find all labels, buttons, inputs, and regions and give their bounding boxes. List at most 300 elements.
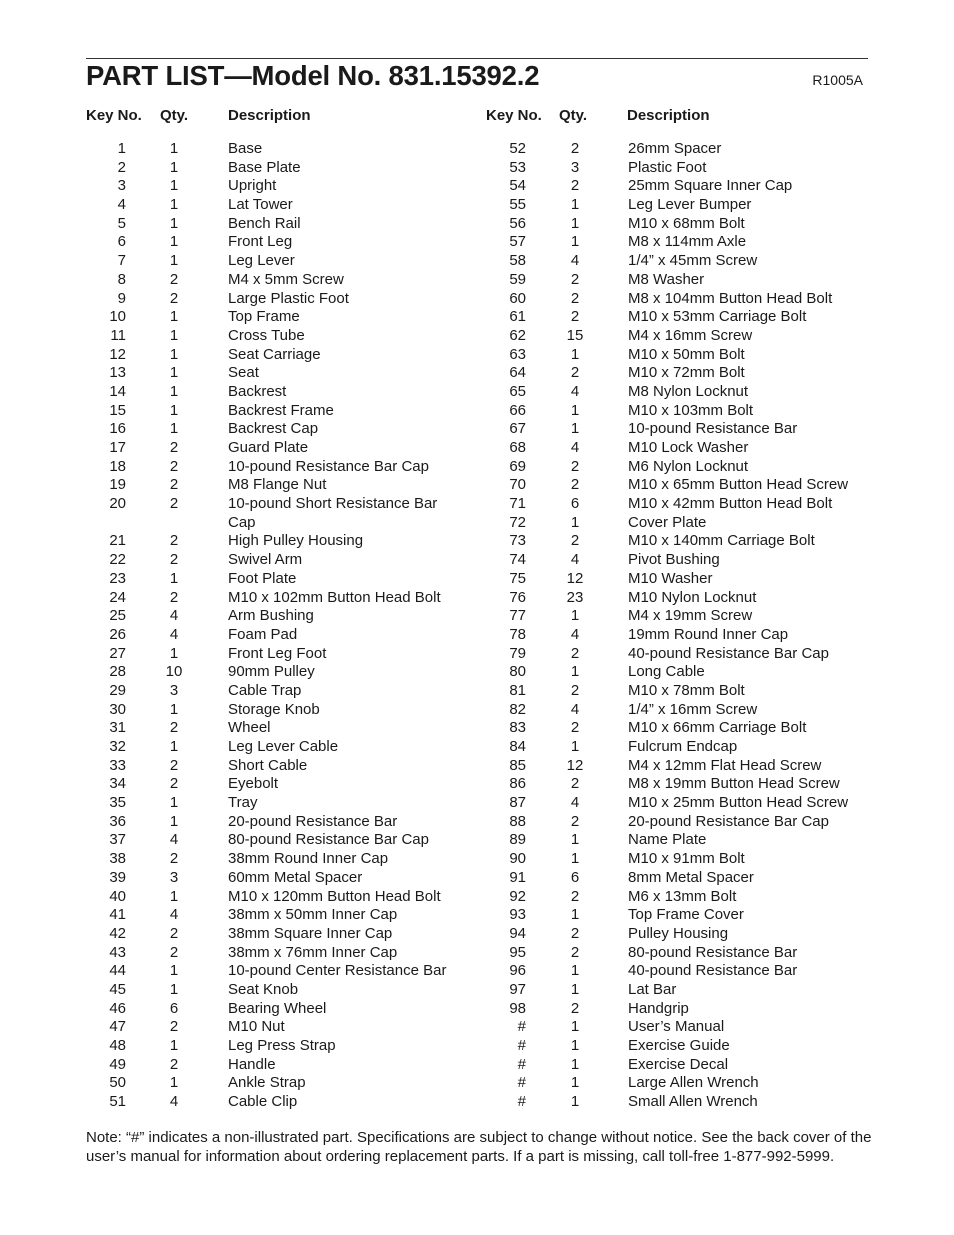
part-qty: 2 bbox=[169, 270, 179, 288]
table-row bbox=[486, 290, 866, 309]
part-key-no: 17 bbox=[109, 439, 126, 456]
table-row bbox=[486, 607, 866, 626]
table-row bbox=[486, 850, 866, 869]
part-description: 1/4” x 16mm Screw bbox=[628, 700, 758, 718]
table-row bbox=[486, 346, 866, 365]
table-row bbox=[486, 458, 866, 477]
part-description: Exercise Decal bbox=[628, 1055, 729, 1073]
table-row bbox=[86, 159, 466, 178]
table-row bbox=[486, 962, 866, 981]
part-key-no: 36 bbox=[109, 812, 126, 830]
part-key-no: 74 bbox=[509, 551, 526, 569]
table-row bbox=[486, 476, 866, 495]
part-description: Upright bbox=[228, 177, 277, 195]
part-key-no: 77 bbox=[509, 607, 526, 625]
part-qty: 4 bbox=[570, 439, 580, 456]
table-row bbox=[486, 570, 866, 589]
part-description: 19mm Round Inner Cap bbox=[628, 625, 789, 643]
part-description: Cover Plate bbox=[628, 513, 707, 531]
table-row bbox=[486, 944, 866, 963]
part-key-no: 50 bbox=[109, 1074, 126, 1092]
part-key-no: 24 bbox=[109, 588, 126, 606]
part-key-no: 64 bbox=[509, 364, 526, 382]
part-description: 8mm Metal Spacer bbox=[628, 868, 754, 886]
table-row bbox=[486, 645, 866, 664]
part-key-no: 3 bbox=[117, 177, 126, 195]
part-qty: 1 bbox=[570, 513, 580, 531]
part-qty: 15 bbox=[566, 326, 584, 344]
part-description: Long Cable bbox=[628, 663, 705, 681]
part-description: Arm Bushing bbox=[228, 607, 314, 625]
table-row bbox=[86, 1018, 466, 1037]
part-qty: 2 bbox=[570, 532, 580, 550]
part-qty: 2 bbox=[169, 775, 179, 793]
part-description: M6 Nylon Locknut bbox=[628, 457, 749, 475]
part-key-no: 89 bbox=[509, 831, 526, 849]
table-row bbox=[86, 775, 466, 794]
part-key-no: 43 bbox=[109, 943, 126, 961]
part-key-no: 9 bbox=[117, 289, 126, 307]
part-description: 10-pound Resistance Bar Cap bbox=[228, 457, 429, 475]
part-qty: 2 bbox=[169, 532, 179, 550]
part-description: 90mm Pulley bbox=[228, 663, 315, 681]
part-key-no: 72 bbox=[509, 513, 526, 531]
part-key-no: 27 bbox=[109, 644, 126, 662]
table-row bbox=[486, 327, 866, 346]
part-qty: 1 bbox=[169, 1037, 179, 1055]
part-qty: 2 bbox=[169, 924, 179, 942]
part-qty: 1 bbox=[570, 196, 580, 214]
part-qty: 1 bbox=[169, 980, 179, 998]
part-qty: 1 bbox=[169, 140, 179, 157]
table-row bbox=[486, 682, 866, 701]
header-qty: Qty. bbox=[559, 107, 588, 124]
header-key-no: Key No. bbox=[86, 107, 142, 124]
footnote: Note: “#” indicates a non-illustrated part. Specifications are subject to change without notice. See the back cover of the user’s manual for information about ordering replacement parts. If a part is missing, call toll-free 1-877-992-5999. bbox=[86, 1129, 872, 1165]
part-key-no: 60 bbox=[509, 289, 526, 307]
table-row bbox=[486, 196, 866, 215]
part-key-no: 73 bbox=[509, 532, 526, 550]
part-qty: 2 bbox=[169, 1055, 179, 1073]
part-qty: 1 bbox=[169, 401, 179, 419]
part-qty: 2 bbox=[570, 719, 580, 737]
part-qty: 4 bbox=[169, 906, 179, 924]
part-description: Handle bbox=[228, 1055, 276, 1073]
table-row bbox=[86, 346, 466, 365]
part-description: High Pulley Housing bbox=[228, 532, 364, 550]
part-qty: 3 bbox=[169, 681, 179, 699]
table-row bbox=[486, 1018, 866, 1037]
part-key-no: 4 bbox=[117, 196, 126, 214]
part-key-no: 35 bbox=[109, 794, 126, 812]
part-description: 20-pound Resistance Bar bbox=[228, 812, 398, 830]
part-key-no: 66 bbox=[509, 401, 526, 419]
table-row bbox=[86, 645, 466, 664]
part-qty: 1 bbox=[169, 738, 179, 756]
part-key-no: # bbox=[517, 1093, 526, 1111]
table-row bbox=[486, 1056, 866, 1075]
part-key-no: 20 bbox=[109, 495, 126, 513]
part-qty: 4 bbox=[169, 831, 179, 849]
part-description: M10 x 65mm Button Head Screw bbox=[628, 476, 849, 494]
part-key-no: 76 bbox=[509, 588, 526, 606]
table-row bbox=[486, 364, 866, 383]
header-description: Description bbox=[228, 107, 311, 124]
part-qty: 12 bbox=[566, 569, 584, 587]
part-key-no: 90 bbox=[509, 850, 526, 868]
part-qty: 10 bbox=[165, 663, 183, 681]
table-row bbox=[86, 813, 466, 832]
part-key-no: 31 bbox=[109, 719, 126, 737]
part-description: 38mm x 76mm Inner Cap bbox=[228, 943, 398, 961]
table-row bbox=[486, 159, 866, 178]
part-description: Exercise Guide bbox=[628, 1037, 730, 1054]
part-key-no: 78 bbox=[509, 625, 526, 643]
part-key-no: 94 bbox=[509, 924, 526, 942]
table-row bbox=[486, 1000, 866, 1019]
part-qty: 4 bbox=[570, 382, 580, 400]
table-row bbox=[486, 495, 866, 514]
part-key-no: 42 bbox=[109, 924, 126, 942]
table-row bbox=[486, 888, 866, 907]
table-row bbox=[486, 589, 866, 608]
part-key-no: 6 bbox=[117, 233, 126, 251]
part-qty: 2 bbox=[169, 756, 179, 774]
part-key-no: 25 bbox=[109, 607, 126, 625]
part-key-no: # bbox=[517, 1018, 526, 1036]
part-description: Seat Knob bbox=[228, 980, 299, 998]
part-description: M10 x 68mm Bolt bbox=[628, 214, 745, 232]
table-row bbox=[86, 888, 466, 907]
part-description: Pulley Housing bbox=[628, 924, 729, 942]
part-key-no: 62 bbox=[509, 326, 526, 344]
part-description: M4 x 16mm Screw bbox=[628, 326, 753, 344]
table-row bbox=[486, 514, 866, 533]
part-key-no: 71 bbox=[509, 495, 526, 513]
part-qty: 1 bbox=[570, 1074, 580, 1092]
table-row bbox=[86, 495, 466, 532]
part-key-no: 84 bbox=[509, 738, 526, 755]
table-row bbox=[486, 308, 866, 327]
part-description: M6 x 13mm Bolt bbox=[628, 887, 737, 905]
table-row bbox=[486, 1074, 866, 1093]
part-description: Seat Carriage bbox=[228, 345, 321, 363]
part-qty: 2 bbox=[169, 1018, 179, 1036]
part-description: M8 x 104mm Button Head Bolt bbox=[628, 289, 833, 307]
part-description: M10 x 78mm Bolt bbox=[628, 681, 745, 699]
part-key-no: 16 bbox=[109, 420, 126, 438]
table-row bbox=[86, 439, 466, 458]
header-qty: Qty. bbox=[160, 107, 189, 124]
table-row bbox=[86, 626, 466, 645]
part-qty: 12 bbox=[566, 756, 584, 774]
part-description: Lat Bar bbox=[628, 980, 677, 998]
table-row bbox=[86, 1093, 466, 1112]
part-key-no: 68 bbox=[509, 439, 526, 456]
part-qty: 1 bbox=[570, 1037, 580, 1054]
part-description: Ankle Strap bbox=[228, 1074, 306, 1092]
part-description: 10-pound Short Resistance Bar Cap bbox=[228, 495, 438, 531]
part-description: Leg Lever Cable bbox=[228, 738, 339, 756]
part-key-no: 28 bbox=[109, 663, 126, 681]
part-description: M10 Washer bbox=[628, 569, 713, 587]
table-row bbox=[86, 551, 466, 570]
table-row bbox=[86, 1000, 466, 1019]
part-qty: 1 bbox=[169, 644, 179, 662]
part-key-no: # bbox=[517, 1074, 526, 1092]
table-row bbox=[486, 1093, 866, 1112]
part-key-no: 11 bbox=[110, 326, 126, 344]
part-qty: 2 bbox=[570, 644, 580, 662]
table-row bbox=[86, 850, 466, 869]
part-qty: 4 bbox=[570, 625, 580, 643]
part-key-no: 63 bbox=[509, 345, 526, 363]
part-qty: 2 bbox=[570, 999, 580, 1017]
part-key-no: 48 bbox=[109, 1037, 126, 1055]
part-key-no: 95 bbox=[509, 943, 526, 961]
part-key-no: 91 bbox=[509, 868, 526, 886]
part-description: User’s Manual bbox=[628, 1018, 725, 1036]
part-qty: 4 bbox=[570, 252, 580, 270]
table-row bbox=[86, 701, 466, 720]
table-row bbox=[486, 402, 866, 421]
part-key-no: 97 bbox=[509, 980, 526, 998]
table-row bbox=[486, 757, 866, 776]
table-row bbox=[486, 981, 866, 1000]
table-row bbox=[486, 794, 866, 813]
part-description: M10 x 103mm Bolt bbox=[628, 401, 754, 419]
part-key-no: 26 bbox=[109, 625, 126, 643]
table-row bbox=[86, 1037, 466, 1056]
part-key-no: 80 bbox=[509, 663, 526, 681]
part-key-no: 13 bbox=[109, 364, 126, 382]
part-description: Top Frame Cover bbox=[628, 906, 744, 924]
part-qty: 1 bbox=[570, 831, 580, 849]
part-key-no: 52 bbox=[509, 140, 526, 157]
part-key-no: 61 bbox=[509, 308, 526, 326]
part-description: M10 x 72mm Bolt bbox=[628, 364, 745, 382]
part-key-no: 30 bbox=[109, 700, 126, 718]
part-description: Name Plate bbox=[628, 831, 707, 849]
part-key-no: 41 bbox=[109, 906, 126, 924]
part-description: Front Leg Foot bbox=[228, 644, 327, 662]
table-row bbox=[486, 925, 866, 944]
part-key-no: 5 bbox=[117, 214, 126, 232]
part-qty: 1 bbox=[169, 158, 179, 176]
part-key-no: 33 bbox=[109, 756, 126, 774]
part-qty: 2 bbox=[570, 943, 580, 961]
part-description: M10 Lock Washer bbox=[628, 439, 749, 456]
part-key-no: 86 bbox=[509, 775, 526, 793]
part-qty: 2 bbox=[570, 924, 580, 942]
table-row bbox=[86, 738, 466, 757]
table-row bbox=[86, 831, 466, 850]
part-qty: 2 bbox=[570, 812, 580, 830]
part-description: M4 x 12mm Flat Head Screw bbox=[628, 756, 822, 774]
table-row bbox=[86, 420, 466, 439]
part-description: M10 x 120mm Button Head Bolt bbox=[228, 887, 441, 905]
part-description: M10 Nut bbox=[228, 1018, 285, 1036]
part-description: M10 x 140mm Carriage Bolt bbox=[628, 532, 815, 550]
part-key-no: 82 bbox=[509, 700, 526, 718]
part-qty: 1 bbox=[169, 1074, 179, 1092]
table-row bbox=[86, 364, 466, 383]
part-qty: 1 bbox=[169, 308, 179, 326]
part-description: 10-pound Center Resistance Bar bbox=[228, 962, 447, 980]
part-qty: 4 bbox=[570, 700, 580, 718]
table-row bbox=[86, 906, 466, 925]
part-qty: 2 bbox=[570, 775, 580, 793]
part-description: Small Allen Wrench bbox=[628, 1093, 758, 1111]
table-row bbox=[86, 925, 466, 944]
part-qty: 1 bbox=[570, 906, 580, 924]
part-description: Top Frame bbox=[228, 308, 300, 326]
part-qty: 1 bbox=[169, 196, 179, 214]
part-key-no: 67 bbox=[509, 420, 526, 438]
table-row bbox=[86, 944, 466, 963]
table-row bbox=[86, 196, 466, 215]
part-qty: 2 bbox=[570, 308, 580, 326]
part-qty: 1 bbox=[570, 214, 580, 232]
part-key-no: 14 bbox=[109, 382, 126, 400]
part-qty: 1 bbox=[169, 812, 179, 830]
part-description: 25mm Square Inner Cap bbox=[628, 177, 793, 195]
table-row bbox=[486, 906, 866, 925]
part-description: Short Cable bbox=[228, 756, 308, 774]
part-description: Bench Rail bbox=[228, 214, 301, 232]
table-body bbox=[86, 140, 466, 1112]
part-qty: 23 bbox=[566, 588, 584, 606]
part-key-no: 87 bbox=[509, 794, 526, 812]
part-qty: 1 bbox=[570, 233, 580, 251]
part-description: 40-pound Resistance Bar bbox=[628, 962, 798, 980]
part-description: 80-pound Resistance Bar Cap bbox=[228, 831, 429, 849]
part-description: M10 x 66mm Carriage Bolt bbox=[628, 719, 807, 737]
part-qty: 4 bbox=[169, 625, 179, 643]
part-qty: 1 bbox=[570, 980, 580, 998]
part-description: Lat Tower bbox=[228, 196, 293, 214]
part-qty: 2 bbox=[570, 140, 580, 157]
part-description: 1/4” x 45mm Screw bbox=[628, 252, 758, 270]
part-description: Large Plastic Foot bbox=[228, 289, 349, 307]
part-description: Storage Knob bbox=[228, 700, 320, 718]
part-qty: 1 bbox=[169, 214, 179, 232]
table-row bbox=[86, 719, 466, 738]
table-row bbox=[86, 607, 466, 626]
table-row bbox=[86, 682, 466, 701]
table-row bbox=[86, 215, 466, 234]
table-row bbox=[486, 813, 866, 832]
table-row bbox=[486, 626, 866, 645]
part-qty: 2 bbox=[169, 289, 179, 307]
table-row bbox=[86, 233, 466, 252]
table-row bbox=[486, 551, 866, 570]
part-description: M10 x 91mm Bolt bbox=[628, 850, 745, 868]
table-row bbox=[486, 215, 866, 234]
part-description: Foam Pad bbox=[228, 625, 298, 643]
part-description: Eyebolt bbox=[228, 775, 279, 793]
part-key-no: 58 bbox=[509, 252, 526, 270]
part-qty: 3 bbox=[169, 868, 179, 886]
part-qty: 2 bbox=[570, 364, 580, 382]
table-row bbox=[86, 308, 466, 327]
part-qty: 6 bbox=[169, 999, 179, 1017]
part-key-no: 53 bbox=[509, 158, 526, 176]
part-description: Backrest bbox=[228, 382, 287, 400]
part-description: M8 Flange Nut bbox=[228, 476, 327, 494]
part-key-no: 2 bbox=[117, 158, 126, 176]
part-description: Front Leg bbox=[228, 233, 293, 251]
part-key-no: 56 bbox=[509, 214, 526, 232]
table-row bbox=[86, 869, 466, 888]
table-row bbox=[486, 439, 866, 458]
part-description: M10 x 50mm Bolt bbox=[628, 345, 745, 363]
part-key-no: 83 bbox=[509, 719, 526, 737]
part-qty: 2 bbox=[570, 177, 580, 195]
part-qty: 2 bbox=[570, 270, 580, 288]
part-description: 20-pound Resistance Bar Cap bbox=[628, 812, 829, 830]
part-key-no: 88 bbox=[509, 812, 526, 830]
table-row bbox=[486, 775, 866, 794]
part-qty: 2 bbox=[169, 457, 179, 475]
part-qty: 4 bbox=[169, 1093, 179, 1111]
part-key-no: 96 bbox=[509, 962, 526, 980]
table-row bbox=[86, 532, 466, 551]
table-row bbox=[86, 383, 466, 402]
part-description: Tray bbox=[228, 794, 258, 812]
table-row bbox=[486, 233, 866, 252]
part-qty: 2 bbox=[169, 476, 179, 494]
part-key-no: 39 bbox=[109, 868, 126, 886]
part-qty: 1 bbox=[570, 607, 580, 625]
table-row bbox=[86, 589, 466, 608]
part-key-no: 29 bbox=[109, 681, 126, 699]
table-row bbox=[486, 738, 866, 757]
part-qty: 1 bbox=[570, 663, 580, 681]
part-key-no: # bbox=[517, 1037, 526, 1054]
header-key-no: Key No. bbox=[486, 107, 542, 124]
part-description: Leg Press Strap bbox=[228, 1037, 336, 1055]
part-description: 40-pound Resistance Bar Cap bbox=[628, 644, 829, 662]
part-key-no: 7 bbox=[117, 252, 126, 270]
part-key-no: 59 bbox=[509, 270, 526, 288]
part-description: Fulcrum Endcap bbox=[628, 738, 738, 755]
part-qty: 4 bbox=[570, 794, 580, 812]
part-qty: 1 bbox=[169, 252, 179, 270]
part-qty: 1 bbox=[570, 738, 580, 755]
table-row bbox=[86, 794, 466, 813]
part-qty: 1 bbox=[169, 364, 179, 382]
part-key-no: 32 bbox=[109, 738, 126, 756]
document-code: R1005A bbox=[812, 72, 863, 88]
part-description: Base Plate bbox=[228, 158, 301, 176]
part-qty: 1 bbox=[570, 962, 580, 980]
part-qty: 4 bbox=[169, 607, 179, 625]
part-key-no: 19 bbox=[109, 476, 126, 494]
part-qty: 1 bbox=[570, 1018, 580, 1036]
table-row bbox=[86, 962, 466, 981]
part-description: Pivot Bushing bbox=[628, 551, 720, 569]
part-description: Cable Clip bbox=[228, 1093, 298, 1111]
table-row bbox=[486, 1037, 866, 1056]
part-key-no: 81 bbox=[509, 681, 526, 699]
part-qty: 1 bbox=[570, 850, 580, 868]
part-key-no: 23 bbox=[109, 569, 126, 587]
table-row bbox=[486, 177, 866, 196]
table-row bbox=[486, 383, 866, 402]
table-row bbox=[86, 663, 466, 682]
part-key-no: 34 bbox=[109, 775, 126, 793]
